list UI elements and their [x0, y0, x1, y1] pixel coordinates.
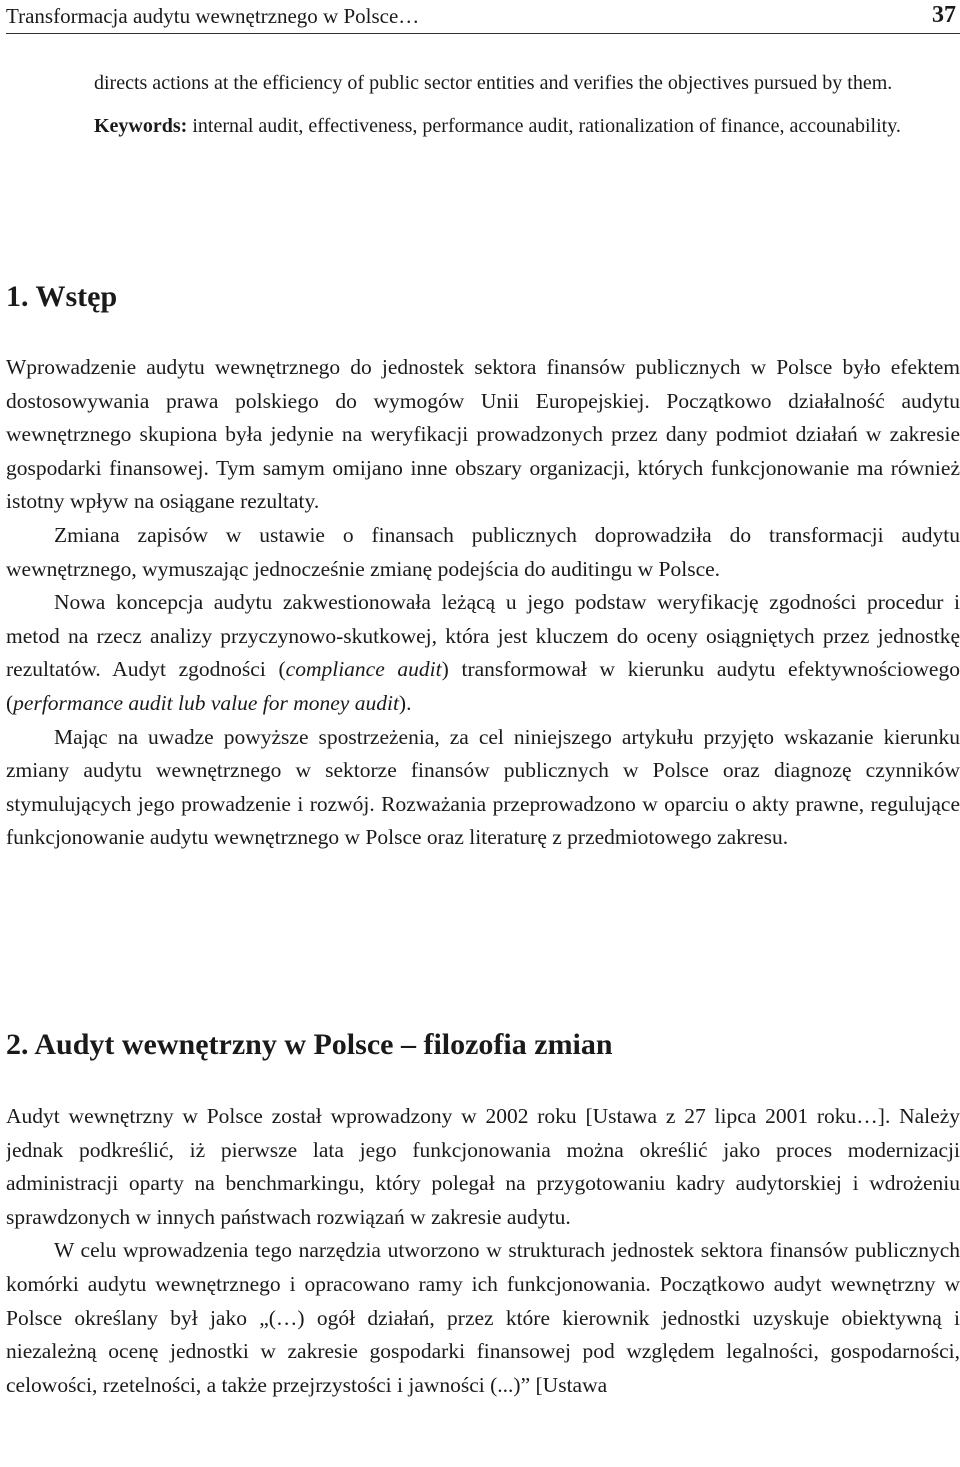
- italic-term: performance audit lub value for money audit: [13, 690, 399, 715]
- section-2-body: [6, 1100, 960, 1402]
- section-2-heading: 2. Audyt wewnętrzny w Polsce – filozofia zmian: [6, 1028, 613, 1061]
- paragraph-text: ).: [398, 690, 412, 715]
- paragraph-text: ) transformował w kierunku audytu efektywnościowego (: [6, 657, 960, 715]
- section-1-heading: 1. Wstęp: [6, 280, 118, 313]
- paragraph: Mając na uwadze powyższe spostrzeżenia, za cel niniejszego artykułu przyjęto wskazanie kierunku zmiany audytu wewnętrznego w sektorze finansów publicznych w Polsce oraz diagnozę czynników stymulujących jego prowadzenie i rozwój. Rozważania przeprowadzono w oparciu o akty prawne, regulujące funkcjonowanie audytu wewnętrznego w Polsce oraz literaturę z przedmiotowego zakresu.: [6, 724, 960, 850]
- abstract-tail: directs actions at the efficiency of public sector entities and verifies the objectives pursued by them.: [94, 72, 893, 94]
- keywords-text: internal audit, effectiveness, performance audit, rationalization of finance, accounability.: [187, 115, 901, 137]
- page-number: 37: [932, 2, 956, 28]
- paragraph: Audyt wewnętrzny w Polsce został wprowadzony w 2002 roku [Ustawa z 27 lipca 2001 roku…]. Należy jednak podkreślić, iż pierwsze lata jego funkcjonowania można określić jako proces modernizacji administracji oparty na benchmarkingu, który polegał na przygotowaniu kadry audytorskiej i wdrożeniu sprawdzonych w innych państwach rozwiązań w zakresie audytu.: [6, 1104, 960, 1229]
- running-head: [6, 0, 960, 34]
- keywords-label: Keywords:: [94, 115, 188, 137]
- keywords: [94, 111, 960, 141]
- page: [6, 0, 960, 1467]
- abstract: [94, 68, 960, 141]
- section-1-body: [6, 351, 960, 855]
- paragraph: Wprowadzenie audytu wewnętrznego do jednostek sektora finansów publicznych w Polsce było efektem dostosowywania prawa polskiego do wymogów Unii Europejskiej. Początkowo działalność audytu wewnętrznego skupiona była jedynie na weryfikacji prowadzonych przez dany podmiot działań w zakresie gospodarki finansowej. Tym samym omijano inne obszary organizacji, których funkcjonowanie ma również istotny wpływ na osiągane rezultaty.: [6, 355, 960, 514]
- italic-term: compliance audit: [285, 657, 442, 682]
- paragraph: Zmiana zapisów w ustawie o finansach publicznych doprowadziła do transformacji audytu wewnętrznego, wymuszając jednocześnie zmianę podejścia do auditingu w Polsce.: [6, 522, 960, 581]
- paragraph: W celu wprowadzenia tego narzędzia utworzono w strukturach jednostek sektora finansów publicznych komórki audytu wewnętrznego i opracowano ramy ich funkcjonowania. Początkowo audyt wewnętrzny w Polsce określany był jako „(…) ogół działań, przez które kierownik jednostki uzyskuje obiektywną i niezależną ocenę jednostki w zakresie gospodarki finansowej pod względem legalności, gospodarności, celowości, rzetelności, a także przejrzystości i jawności (...)” [Ustawa: [6, 1238, 960, 1397]
- paragraph-text: Nowa koncepcja audytu zakwestionowała leżącą u jego podstaw weryfikację zgodności procedur i metod na rzecz analizy przyczynowo-skutkowej, która jest kluczem do oceny osiągniętych przez jednostkę rezultatów. Audyt zgodności (: [6, 590, 960, 682]
- running-head-title: Transformacja audytu wewnętrznego w Polsce…: [6, 4, 420, 28]
- paragraph: [6, 586, 960, 720]
